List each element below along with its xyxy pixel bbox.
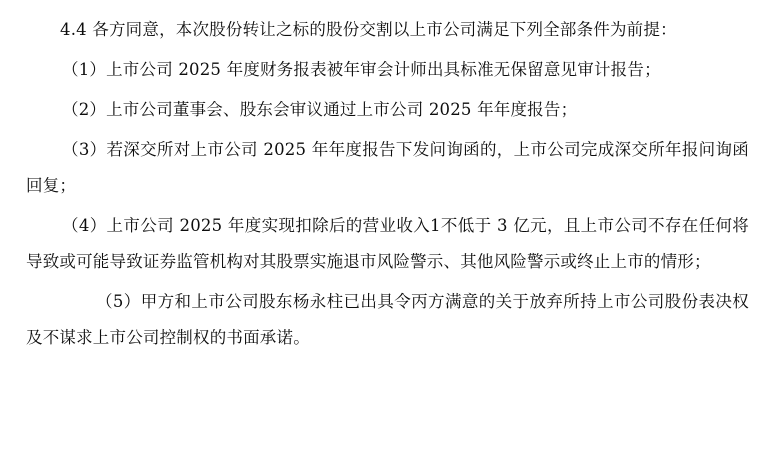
paragraph-condition-5: （5）甲方和上市公司股东杨永柱已出具令丙方满意的关于放弃所持上市公司股份表决权及不谋求上市公司控制权的书面承诺。 (26, 292, 749, 347)
paragraph-clause-4-4: 4.4 各方同意，本次股份转让之标的股份交割以上市公司满足下列全部条件为前提： (60, 20, 677, 39)
paragraph-condition-2: （2）上市公司董事会、股东会审议通过上市公司 2025 年年度报告； (62, 100, 578, 119)
paragraph-condition-4: （4）上市公司 2025 年度实现扣除后的营业收入1不低于 3 亿元，且上市公司不存在任何将导致或可能导致证券监管机构对其股票实施退市风险警示、其他风险警示或终止上市的情形； (26, 216, 749, 271)
paragraph-condition-1: （1）上市公司 2025 年度财务报表被年审会计师出具标准无保留意见审计报告； (62, 60, 661, 79)
paragraph-condition-3: （3）若深交所对上市公司 2025 年年度报告下发问询函的，上市公司完成深交所年报问询函回复； (26, 140, 749, 195)
